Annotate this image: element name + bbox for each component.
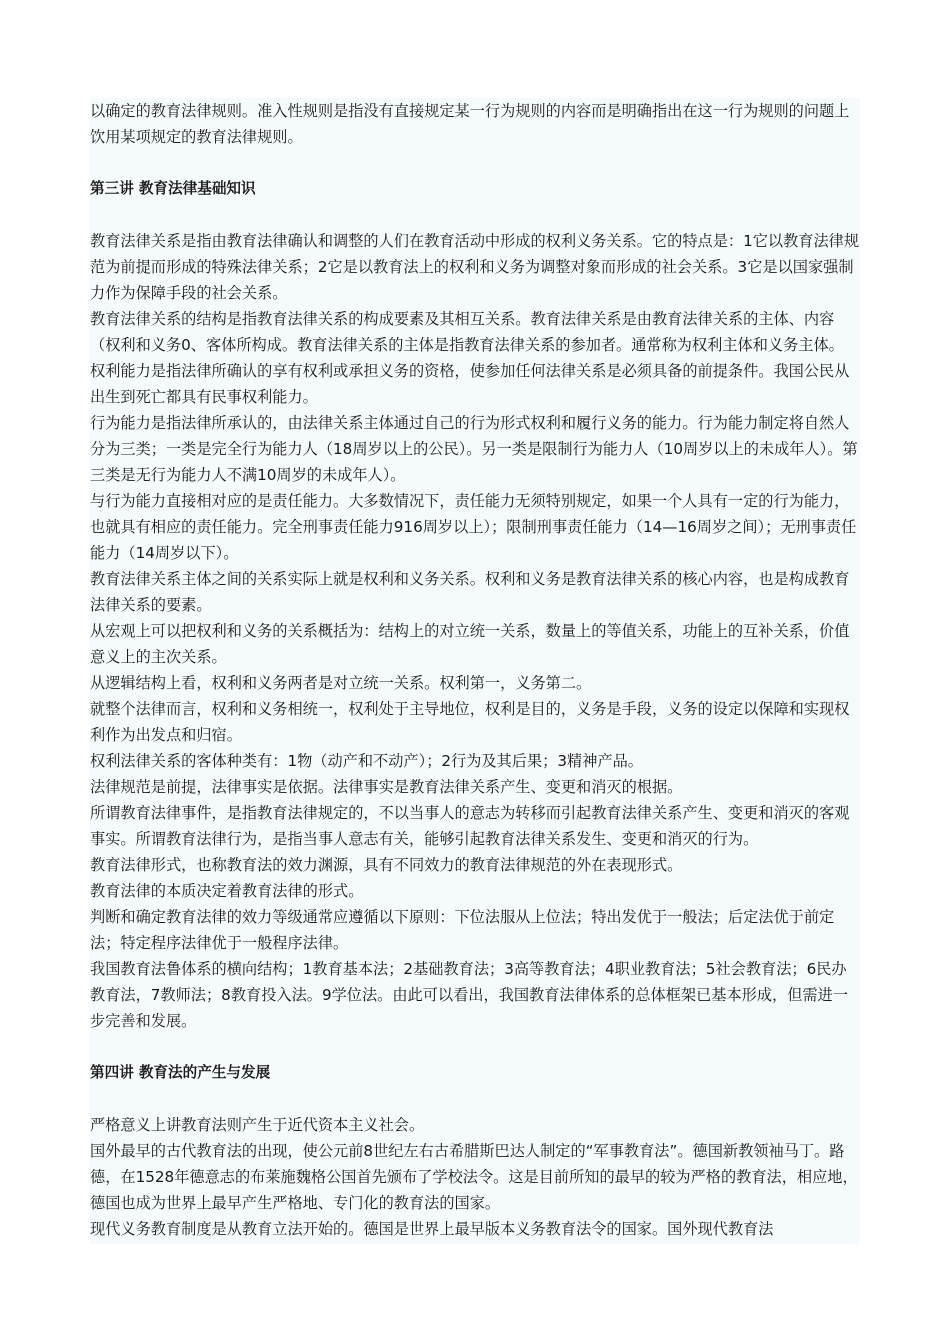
section-4-paragraph: 国外最早的古代教育法的出现，使公元前8世纪左右古希腊斯巴达人制定的“军事教育法”。德国新教领袖马丁。路德，在1528年德意志的布莱施魏格公国首先颁布了学校法令。这是目前所知的最早的较为严格的教育法，相应地，德国也成为世界上最早产生严格地、专门化的教育法的国家。 xyxy=(90,1142,858,1212)
document-page xyxy=(90,98,860,1244)
section-3-paragraph: 判断和确定教育法律的效力等级通常应遵循以下原则：下位法服从上位法；特出发优于一般法；后定法优于前定法；特定程序法律优于一般程序法律。 xyxy=(90,908,835,952)
section-3-paragraph: 教育法律关系是指由教育法律确认和调整的人们在教育活动中形成的权利义务关系。它的特点是：1它以教育法律规范为前提而形成的特殊法律关系；2它是以教育法上的权利和义务为调整对象而形成的社会关系。3它是以国家强制力作为保障手段的社会关系。 xyxy=(90,232,860,302)
section-3-paragraph: 教育法律关系主体之间的关系实际上就是权利和义务关系。权利和义务是教育法律关系的核心内容，也是构成教育法律关系的要素。 xyxy=(90,570,850,614)
spacer xyxy=(90,1086,860,1112)
section-3-paragraph: 权利法律关系的客体种类有：1物（动产和不动产）；2行为及其后果；3精神产品。 xyxy=(90,752,643,770)
spacer xyxy=(90,1034,860,1060)
section-3-paragraph: 所谓教育法律事件，是指教育法律规定的，不以当事人的意志为转移而引起教育法律关系产生、变更和消灭的客观事实。所谓教育法律行为，是指当事人意志有关，能够引起教育法律关系发生、变更和消灭的行为。 xyxy=(90,804,850,848)
section-3-heading: 第三讲 教育法律基础知识 xyxy=(90,180,256,197)
section-3-paragraph: 我国教育法鲁体系的横向结构；1教育基本法；2基础教育法；3高等教育法；4职业教育法；5社会教育法；6民办教育法，7教师法；8教育投入法。9学位法。由此可以看出，我国教育法律体系的总体框架已基本形成，但需进一步完善和发展。 xyxy=(90,960,848,1030)
intro-paragraph: 以确定的教育法律规则。准入性规则是指没有直接规定某一行为规则的内容而是明确指出在这一行为规则的问题上饮用某项规定的教育法律规则。 xyxy=(90,102,850,146)
section-3-paragraph: 教育法律关系的结构是指教育法律关系的构成要素及其相互关系。教育法律关系是由教育法律关系的主体、内容（权利和义务0、客体所构成。教育法律关系的主体是指教育法律关系的参加者。通常称为权利主体和义务主体。 xyxy=(90,310,844,354)
section-3-paragraph: 从逻辑结构上看，权利和义务两者是对立统一关系。权利第一，义务第二。 xyxy=(90,674,592,692)
spacer xyxy=(90,202,860,228)
section-4-paragraph: 严格意义上讲教育法则产生于近代资本主义社会。 xyxy=(90,1116,425,1134)
spacer xyxy=(90,150,860,176)
section-3-paragraph: 权利能力是指法律所确认的享有权利或承担义务的资格，使参加任何法律关系是必须具备的前提条件。我国公民从出生到死亡都具有民事权利能力。 xyxy=(90,362,850,406)
section-4-paragraph: 现代义务教育制度是从教育立法开始的。德国是世界上最早版本义务教育法令的国家。国外现代教育法 xyxy=(90,1220,774,1238)
section-3-paragraph: 与行为能力直接相对应的是责任能力。大多数情况下，责任能力无须特别规定，如果一个人具有一定的行为能力，也就具有相应的责任能力。完全刑事责任能力916周岁以上）；限制刑事责任能力（14—16周岁之间）；无刑事责任能力（14周岁以下）。 xyxy=(90,492,857,562)
section-3-paragraph: 教育法律形式，也称教育法的效力渊源，具有不同效力的教育法律规范的外在表现形式。 xyxy=(90,856,683,874)
section-3-paragraph: 法律规范是前提，法律事实是依据。法律事实是教育法律关系产生、变更和消灭的根据。 xyxy=(90,778,683,796)
document-body xyxy=(90,98,860,1242)
section-3-paragraph: 教育法律的本质决定着教育法律的形式。 xyxy=(90,882,364,900)
section-3-paragraph: 从宏观上可以把权利和义务的关系概括为：结构上的对立统一关系，数量上的等值关系，功能上的互补关系，价值意义上的主次关系。 xyxy=(90,622,850,666)
section-4-heading: 第四讲 教育法的产生与发展 xyxy=(90,1064,271,1081)
section-3-paragraph: 行为能力是指法律所承认的，由法律关系主体通过自己的行为形式权利和履行义务的能力。行为能力制定将自然人分为三类；一类是完全行为能力人（18周岁以上的公民）。另一类是限制行为能力人（10周岁以上的未成年人）。第三类是无行为能力人不满10周岁的未成年人）。 xyxy=(90,414,858,484)
section-3-paragraph: 就整个法律而言，权利和义务相统一，权利处于主导地位，权利是目的，义务是手段，义务的设定以保障和实现权利作为出发点和归宿。 xyxy=(90,700,850,744)
